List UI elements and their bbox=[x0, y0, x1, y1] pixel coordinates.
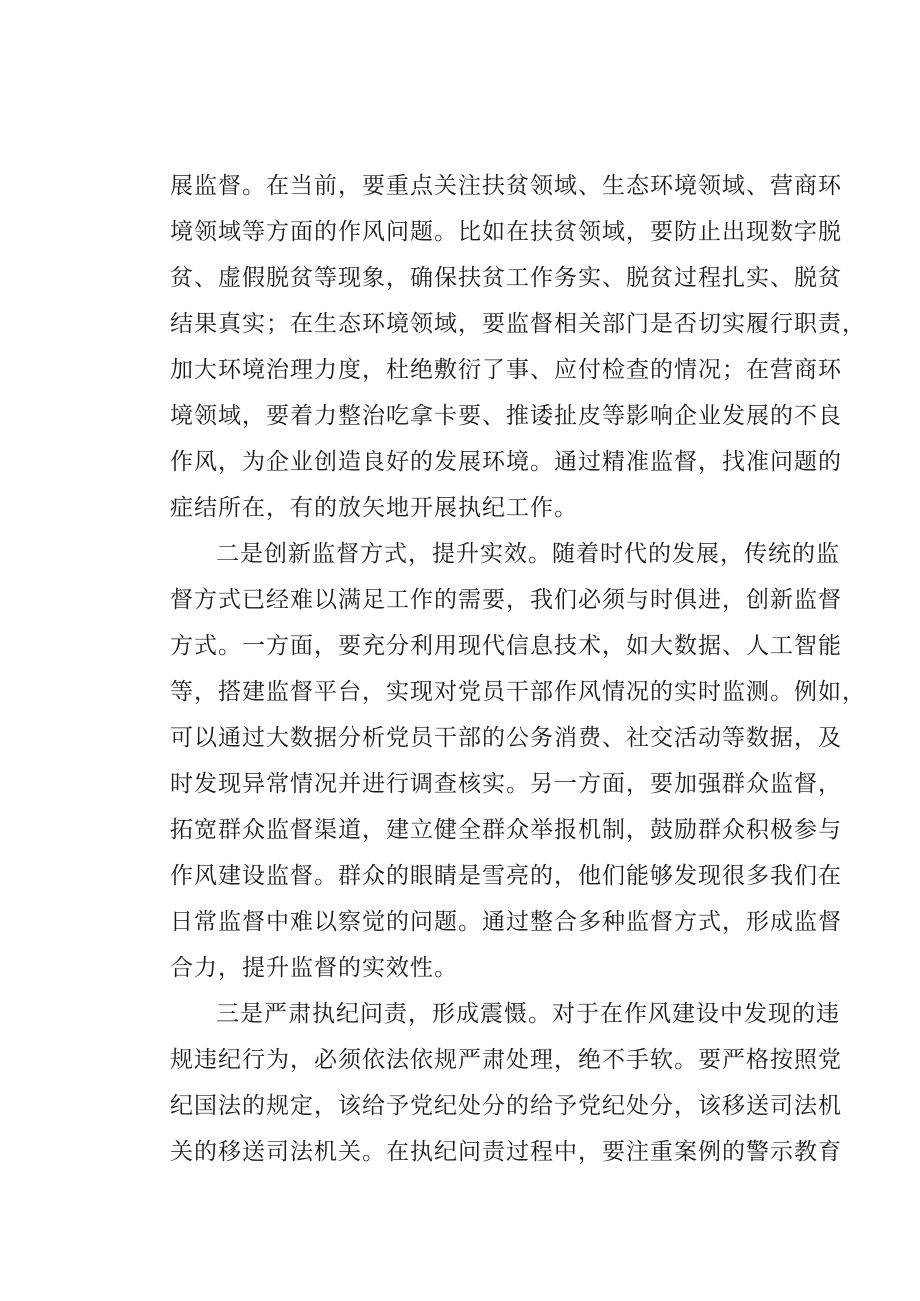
text-line: 拓宽群众监督渠道，建立健全群众举报机制，鼓励群众积极参与 bbox=[170, 817, 842, 843]
text-line: 二是创新监督方式，提升实效。随着时代的发展，传统的监 bbox=[216, 541, 840, 567]
text-line: 境领域，要着力整治吃拿卡要、推诿扯皮等影响企业发展的不良 bbox=[170, 403, 842, 429]
text-line: 规违纪行为，必须依法依规严肃处理，绝不手软。要严格按照党 bbox=[170, 1047, 842, 1073]
text-line: 等，搭建监督平台，实现对党员干部作风情况的实时监测。例如， bbox=[170, 679, 866, 705]
text-line: 结果真实；在生态环境领域，要监督相关部门是否切实履行职责， bbox=[170, 311, 866, 337]
text-line: 督方式已经难以满足工作的需要，我们必须与时俱进，创新监督 bbox=[170, 587, 842, 613]
paragraph bbox=[170, 163, 866, 531]
text-line: 纪国法的规定，该给予党纪处分的给予党纪处分，该移送司法机 bbox=[170, 1093, 842, 1119]
paragraph bbox=[170, 991, 842, 1175]
document-body bbox=[170, 163, 866, 1175]
text-line: 合力，提升监督的实效性。 bbox=[170, 955, 458, 981]
text-line: 加大环境治理力度，杜绝敷衍了事、应付检查的情况；在营商环 bbox=[170, 357, 842, 383]
text-line: 三是严肃执纪问责，形成震慑。对于在作风建设中发现的违 bbox=[216, 1001, 840, 1027]
text-line: 展监督。在当前，要重点关注扶贫领域、生态环境领域、营商环 bbox=[170, 173, 842, 199]
text-line: 贫、虚假脱贫等现象，确保扶贫工作务实、脱贫过程扎实、脱贫 bbox=[170, 265, 842, 291]
text-line: 症结所在，有的放矢地开展执纪工作。 bbox=[170, 495, 578, 521]
text-line: 境领域等方面的作风问题。比如在扶贫领域，要防止出现数字脱 bbox=[170, 219, 842, 245]
text-line: 作风，为企业创造良好的发展环境。通过精准监督，找准问题的 bbox=[170, 449, 842, 475]
text-line: 关的移送司法机关。在执纪问责过程中，要注重案例的警示教育 bbox=[170, 1139, 842, 1165]
text-line: 时发现异常情况并进行调查核实。另一方面，要加强群众监督， bbox=[170, 771, 842, 797]
text-line: 方式。一方面，要充分利用现代信息技术，如大数据、人工智能 bbox=[170, 633, 842, 659]
text-line: 作风建设监督。群众的眼睛是雪亮的，他们能够发现很多我们在 bbox=[170, 863, 842, 889]
paragraph bbox=[170, 531, 866, 991]
text-line: 可以通过大数据分析党员干部的公务消费、社交活动等数据，及 bbox=[170, 725, 842, 751]
text-line: 日常监督中难以察觉的问题。通过整合多种监督方式，形成监督 bbox=[170, 909, 842, 935]
